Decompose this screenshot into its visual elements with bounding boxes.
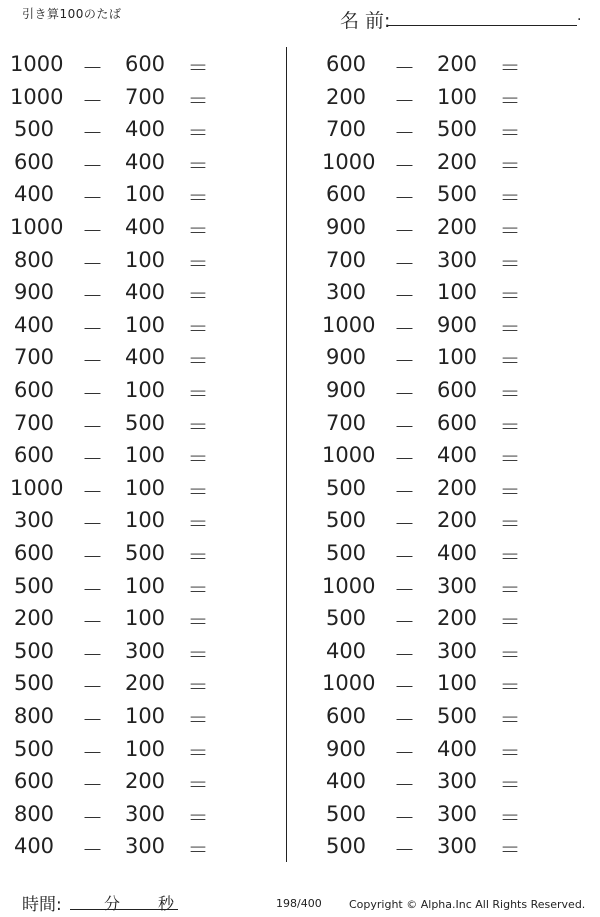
subtrahend: 300	[436, 247, 478, 272]
minuend: 500	[13, 736, 55, 761]
name-line-dot: .	[577, 8, 582, 24]
minus-sign: －	[82, 512, 103, 537]
equals-sign: ＝	[499, 382, 521, 406]
minus-sign: －	[82, 447, 103, 472]
subtrahend: 300	[436, 834, 478, 859]
minus-sign: －	[394, 284, 415, 309]
minus-sign: －	[394, 382, 415, 406]
problem-row	[300, 574, 600, 604]
minuend: 900	[13, 280, 55, 305]
minus-sign: －	[394, 251, 415, 276]
minus-sign: －	[394, 838, 415, 863]
minus-sign: －	[394, 349, 415, 374]
minutes-label: 分	[104, 894, 121, 913]
subtrahend: 400	[436, 736, 478, 761]
problem-row	[0, 117, 300, 147]
equals-sign: ＝	[187, 153, 209, 178]
minus-sign: －	[82, 186, 103, 211]
minus-sign: －	[82, 545, 103, 569]
minuend: 600	[13, 541, 55, 565]
problem-row	[300, 443, 600, 473]
equals-sign: ＝	[187, 708, 209, 732]
problem-row	[300, 541, 600, 571]
subtrahend: 300	[124, 801, 166, 826]
equals-sign: ＝	[499, 56, 521, 80]
problem-row	[0, 313, 300, 343]
problem-row	[0, 443, 300, 473]
subtrahend: 500	[436, 117, 478, 142]
minus-sign: －	[394, 88, 415, 113]
minuend: 500	[325, 475, 367, 500]
subtrahend: 100	[436, 280, 478, 305]
subtrahend: 100	[124, 704, 166, 728]
problem-row	[0, 85, 300, 115]
subtrahend: 400	[124, 117, 166, 142]
problem-row	[300, 182, 600, 212]
subtrahend: 500	[436, 704, 478, 728]
minuend: 1000	[10, 84, 64, 109]
equals-sign: ＝	[499, 675, 521, 700]
equals-sign: ＝	[499, 447, 521, 472]
problem-row	[300, 508, 600, 538]
minuend: 400	[13, 182, 55, 207]
equals-sign: ＝	[499, 219, 521, 243]
minuend: 1000	[322, 573, 376, 598]
minus-sign: －	[394, 56, 415, 80]
subtrahend: 300	[436, 801, 478, 826]
minuend: 1000	[322, 312, 376, 337]
minuend: 400	[13, 834, 55, 859]
subtrahend: 200	[436, 52, 478, 76]
minus-sign: －	[82, 251, 103, 276]
problem-row	[300, 150, 600, 180]
seconds-label: 秒	[158, 894, 175, 913]
minus-sign: －	[82, 805, 103, 830]
minus-sign: －	[394, 610, 415, 635]
problem-row	[0, 345, 300, 375]
minuend: 700	[325, 247, 367, 272]
problem-row	[300, 769, 600, 799]
equals-sign: ＝	[187, 316, 209, 341]
problem-row	[300, 215, 600, 245]
minus-sign: －	[82, 479, 103, 504]
minus-sign: －	[82, 153, 103, 178]
problem-row	[300, 313, 600, 343]
equals-sign: ＝	[187, 121, 209, 146]
problem-row	[300, 345, 600, 375]
equals-sign: ＝	[187, 642, 209, 667]
problem-row	[0, 508, 300, 538]
subtrahend: 100	[436, 671, 478, 696]
minuend: 500	[13, 671, 55, 696]
minuend: 800	[13, 801, 55, 826]
subtrahend: 600	[436, 378, 478, 402]
minuend: 500	[325, 541, 367, 565]
subtrahend: 200	[436, 606, 478, 631]
minuend: 1000	[322, 443, 376, 468]
minus-sign: －	[394, 316, 415, 341]
equals-sign: ＝	[499, 121, 521, 146]
subtrahend: 100	[124, 443, 166, 468]
subtrahend: 100	[124, 312, 166, 337]
problem-row	[300, 704, 600, 734]
minus-sign: －	[82, 610, 103, 635]
minuend: 1000	[10, 52, 64, 76]
equals-sign: ＝	[187, 414, 209, 439]
problem-row	[300, 52, 600, 82]
minus-sign: －	[394, 740, 415, 765]
minus-sign: －	[82, 219, 103, 243]
equals-sign: ＝	[187, 610, 209, 635]
minuend: 200	[13, 606, 55, 631]
equals-sign: ＝	[187, 479, 209, 504]
minus-sign: －	[82, 577, 103, 602]
equals-sign: ＝	[187, 512, 209, 537]
minus-sign: －	[82, 121, 103, 146]
equals-sign: ＝	[499, 805, 521, 830]
problem-row	[0, 541, 300, 571]
problem-row	[0, 378, 300, 408]
equals-sign: ＝	[187, 88, 209, 113]
minus-sign: －	[82, 642, 103, 667]
problem-row	[0, 606, 300, 636]
subtrahend: 100	[436, 84, 478, 109]
subtrahend: 200	[436, 508, 478, 533]
subtrahend: 300	[436, 638, 478, 663]
problem-row	[300, 737, 600, 767]
equals-sign: ＝	[499, 642, 521, 667]
problem-row	[300, 117, 600, 147]
minuend: 500	[325, 606, 367, 631]
minus-sign: －	[394, 675, 415, 700]
minuend: 500	[13, 117, 55, 142]
equals-sign: ＝	[187, 838, 209, 863]
minuend: 900	[325, 215, 367, 239]
minuend: 600	[325, 182, 367, 207]
equals-sign: ＝	[499, 740, 521, 765]
subtrahend: 400	[124, 215, 166, 239]
minuend: 400	[325, 769, 367, 794]
minus-sign: －	[394, 577, 415, 602]
subtrahend: 400	[124, 149, 166, 174]
equals-sign: ＝	[499, 708, 521, 732]
minuend: 1000	[322, 149, 376, 174]
equals-sign: ＝	[499, 186, 521, 211]
problem-row	[0, 215, 300, 245]
subtrahend: 700	[124, 84, 166, 109]
subtrahend: 100	[124, 573, 166, 598]
problem-row	[300, 248, 600, 278]
minus-sign: －	[82, 349, 103, 374]
minuend: 300	[13, 508, 55, 533]
subtrahend: 200	[124, 671, 166, 696]
subtrahend: 100	[124, 182, 166, 207]
problem-row	[300, 834, 600, 864]
subtrahend: 100	[124, 247, 166, 272]
minuend: 600	[13, 149, 55, 174]
problem-row	[0, 639, 300, 669]
problem-row	[0, 52, 300, 82]
copyright-text: Copyright © Alpha.Inc All Rights Reserved.	[349, 898, 586, 911]
subtrahend: 500	[436, 182, 478, 207]
minus-sign: －	[82, 88, 103, 113]
equals-sign: ＝	[499, 773, 521, 798]
equals-sign: ＝	[187, 675, 209, 700]
equals-sign: ＝	[187, 56, 209, 80]
minuend: 900	[325, 378, 367, 402]
equals-sign: ＝	[499, 153, 521, 178]
subtrahend: 400	[436, 443, 478, 468]
minuend: 700	[325, 117, 367, 142]
subtrahend: 600	[124, 52, 166, 76]
equals-sign: ＝	[499, 349, 521, 374]
equals-sign: ＝	[499, 88, 521, 113]
problem-row	[300, 411, 600, 441]
minuend: 500	[13, 638, 55, 663]
equals-sign: ＝	[187, 805, 209, 830]
name-label: 名 前:	[340, 10, 391, 32]
minuend: 500	[325, 508, 367, 533]
subtrahend: 100	[124, 378, 166, 402]
minus-sign: －	[394, 153, 415, 178]
worksheet-title: 引き算100のたば	[22, 7, 122, 21]
minuend: 700	[325, 410, 367, 435]
subtrahend: 100	[436, 345, 478, 370]
minuend: 400	[325, 638, 367, 663]
minuend: 200	[325, 84, 367, 109]
equals-sign: ＝	[187, 349, 209, 374]
minuend: 300	[325, 280, 367, 305]
subtrahend: 200	[436, 149, 478, 174]
problem-row	[0, 280, 300, 310]
equals-sign: ＝	[187, 219, 209, 243]
subtrahend: 500	[124, 541, 166, 565]
minus-sign: －	[394, 414, 415, 439]
minus-sign: －	[82, 284, 103, 309]
equals-sign: ＝	[499, 610, 521, 635]
minuend: 1000	[10, 215, 64, 239]
minuend: 1000	[322, 671, 376, 696]
equals-sign: ＝	[187, 284, 209, 309]
equals-sign: ＝	[499, 838, 521, 863]
equals-sign: ＝	[499, 479, 521, 504]
problem-row	[0, 476, 300, 506]
problem-row	[0, 704, 300, 734]
problem-row	[0, 182, 300, 212]
minuend: 500	[325, 801, 367, 826]
problem-row	[0, 834, 300, 864]
minus-sign: －	[394, 186, 415, 211]
equals-sign: ＝	[187, 447, 209, 472]
subtrahend: 200	[436, 475, 478, 500]
minuend: 700	[13, 345, 55, 370]
minus-sign: －	[82, 740, 103, 765]
subtrahend: 500	[124, 410, 166, 435]
minuend: 600	[13, 378, 55, 402]
minus-sign: －	[394, 642, 415, 667]
minuend: 700	[13, 410, 55, 435]
page-number: 198/400	[276, 897, 322, 910]
subtrahend: 100	[124, 606, 166, 631]
equals-sign: ＝	[187, 773, 209, 798]
time-label: 時間:	[22, 895, 62, 915]
problem-row	[0, 737, 300, 767]
minuend: 1000	[10, 475, 64, 500]
minuend: 400	[13, 312, 55, 337]
minus-sign: －	[394, 545, 415, 569]
subtrahend: 100	[124, 736, 166, 761]
subtrahend: 300	[124, 834, 166, 859]
subtrahend: 100	[124, 508, 166, 533]
problem-row	[300, 378, 600, 408]
equals-sign: ＝	[499, 512, 521, 537]
minus-sign: －	[394, 805, 415, 830]
minuend: 600	[13, 443, 55, 468]
equals-sign: ＝	[499, 577, 521, 602]
minus-sign: －	[394, 479, 415, 504]
minus-sign: －	[82, 708, 103, 732]
equals-sign: ＝	[499, 414, 521, 439]
minus-sign: －	[82, 773, 103, 798]
equals-sign: ＝	[187, 577, 209, 602]
minuend: 500	[325, 834, 367, 859]
subtrahend: 900	[436, 312, 478, 337]
problem-row	[0, 574, 300, 604]
equals-sign: ＝	[499, 316, 521, 341]
minus-sign: －	[394, 219, 415, 243]
minus-sign: －	[394, 447, 415, 472]
problem-row	[0, 411, 300, 441]
subtrahend: 400	[436, 541, 478, 565]
problem-row	[300, 476, 600, 506]
problem-row	[0, 248, 300, 278]
problem-row	[0, 150, 300, 180]
equals-sign: ＝	[187, 382, 209, 406]
subtrahend: 300	[124, 638, 166, 663]
minuend: 800	[13, 247, 55, 272]
minus-sign: －	[394, 773, 415, 798]
problem-row	[0, 671, 300, 701]
equals-sign: ＝	[187, 545, 209, 569]
problem-row	[300, 85, 600, 115]
problem-row	[300, 639, 600, 669]
minus-sign: －	[82, 316, 103, 341]
minuend: 500	[13, 573, 55, 598]
subtrahend: 200	[436, 215, 478, 239]
minuend: 900	[325, 345, 367, 370]
minus-sign: －	[82, 382, 103, 406]
equals-sign: ＝	[499, 251, 521, 276]
subtrahend: 300	[436, 769, 478, 794]
minus-sign: －	[82, 56, 103, 80]
problem-row	[0, 802, 300, 832]
problem-row	[300, 802, 600, 832]
minus-sign: －	[82, 414, 103, 439]
problem-row	[300, 671, 600, 701]
minuend: 900	[325, 736, 367, 761]
minus-sign: －	[394, 512, 415, 537]
subtrahend: 600	[436, 410, 478, 435]
minus-sign: －	[82, 675, 103, 700]
subtrahend: 100	[124, 475, 166, 500]
minuend: 800	[13, 704, 55, 728]
subtrahend: 400	[124, 345, 166, 370]
subtrahend: 200	[124, 769, 166, 794]
equals-sign: ＝	[499, 284, 521, 309]
minuend: 600	[325, 52, 367, 76]
minuend: 600	[13, 769, 55, 794]
minus-sign: －	[82, 838, 103, 863]
equals-sign: ＝	[499, 545, 521, 569]
subtrahend: 300	[436, 573, 478, 598]
name-input-line[interactable]	[387, 6, 577, 26]
equals-sign: ＝	[187, 186, 209, 211]
minus-sign: －	[394, 121, 415, 146]
problem-row	[300, 280, 600, 310]
minuend: 600	[325, 704, 367, 728]
problem-row	[0, 769, 300, 799]
equals-sign: ＝	[187, 251, 209, 276]
minus-sign: －	[394, 708, 415, 732]
equals-sign: ＝	[187, 740, 209, 765]
subtrahend: 400	[124, 280, 166, 305]
problem-row	[300, 606, 600, 636]
